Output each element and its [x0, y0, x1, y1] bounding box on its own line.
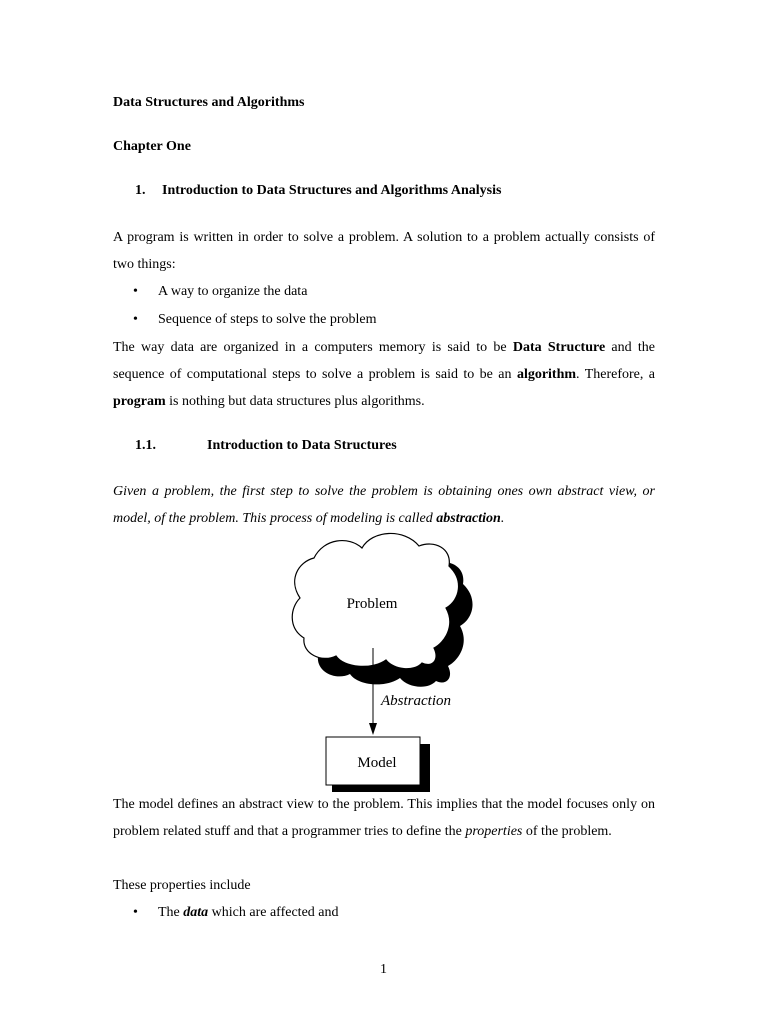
term-program: program [113, 394, 166, 409]
model-label: Model [357, 755, 397, 771]
intro-paragraph: A program is written in order to solve a problem. A solution to a problem actually consists of two things: [113, 230, 655, 272]
section-1-1-title: Introduction to Data Structures [207, 438, 397, 453]
cloud-label: Problem [346, 596, 398, 612]
bullet-icon: • [133, 905, 138, 920]
bullet-icon: • [133, 284, 138, 299]
data-structure-paragraph: The way data are organized in a computers memory is said to be Data Structure and the sequence of computational steps to solve a problem is said to be an algorithm. Therefore, a program is nothing but data structures plus algorithms. [113, 340, 656, 409]
page-number: 1 [380, 962, 387, 977]
term-properties: properties [465, 824, 523, 839]
properties-intro: These properties include [113, 878, 251, 893]
term-algorithm: algorithm [516, 367, 577, 382]
term-abstraction: abstraction [436, 511, 501, 526]
bullet-item: The data which are affected and [158, 905, 339, 920]
section-1-number: 1. [135, 183, 146, 198]
term-data: data [183, 905, 209, 920]
model-paragraph: The model defines an abstract view to the problem. This implies that the model focuses only on problem related stuff and that a programmer tries to define the properties of the problem. [113, 797, 655, 839]
section-1-title: Introduction to Data Structures and Algorithms Analysis [162, 183, 502, 198]
bullet-item: A way to organize the data [158, 284, 308, 299]
bullet-icon: • [133, 312, 138, 327]
abstraction-diagram [280, 530, 480, 792]
bullet-item: Sequence of steps to solve the problem [158, 312, 377, 327]
abstraction-paragraph: Given a problem, the first step to solve the problem is obtaining ones own abstract view, or model, of the problem. This process of modeling is called abstraction. [113, 484, 655, 526]
arrow-label: Abstraction [381, 693, 451, 709]
arrow-head-icon [369, 723, 377, 735]
term-data-structure: Data Structure [512, 340, 606, 355]
section-1-1-number: 1.1. [135, 438, 156, 453]
document-title: Data Structures and Algorithms [113, 95, 305, 110]
chapter-heading: Chapter One [113, 139, 191, 154]
